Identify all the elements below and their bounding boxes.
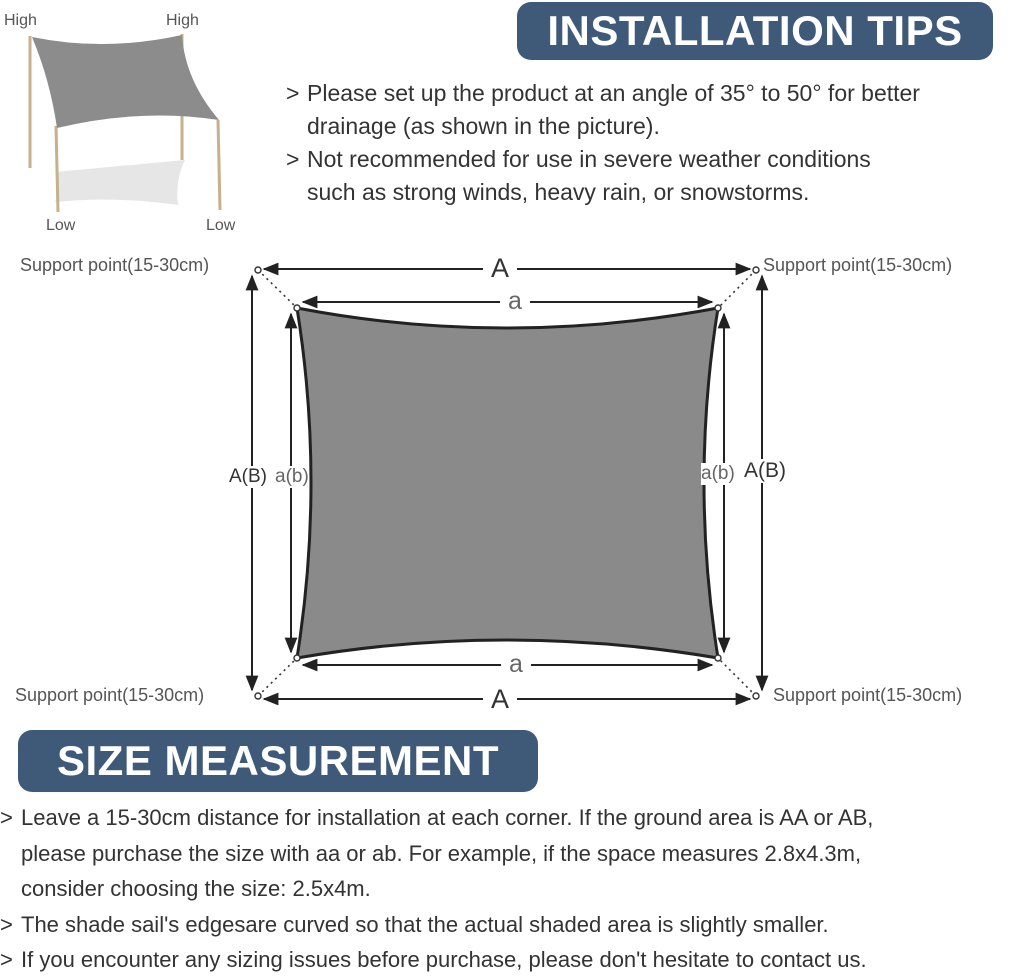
tip-bullet: > [286,80,300,106]
size-item [0,942,1024,978]
size-bullet: > [0,805,13,830]
inner-height-left-label: a(b) [275,466,309,487]
tip-line: Please set up the product at an angle of 35° to 50° for better [307,80,920,106]
tip-bullet: > [286,146,300,172]
outer-height-right-label: A(B) [744,459,786,482]
tip-item [286,77,1016,143]
low-left-label: Low [46,217,76,234]
size-measurement-list [0,800,1024,978]
size-item [0,800,1024,907]
shade-sail-angle-image [0,0,260,240]
size-bullet: > [0,911,13,937]
dimension-diagram [0,240,1024,730]
inner-width-bottom-label: a [501,650,531,679]
support-point-bottom-left: Support point(15-30cm) [15,685,205,705]
installation-tips-banner: INSTALLATION TIPS [517,2,993,60]
outer-width-bottom-label: A [483,684,517,715]
size-measurement-banner: SIZE MEASUREMENT [18,730,538,792]
size-line: The shade sail's edgesare curved so that the actual shaded area is slightly smaller. [21,911,829,937]
tip-line: Not recommended for use in severe weather conditions [307,146,871,172]
size-line: If you encounter any sizing issues before purchase, please don't hesitate to contact us. [21,947,867,972]
size-bullet: > [0,947,13,972]
size-line: consider choosing the size: 2.5x4m. [21,876,371,901]
low-right-label: Low [206,217,236,234]
inner-width-top-label: a [500,287,530,316]
support-point-top-left: Support point(15-30cm) [20,255,210,275]
outer-width-top-label: A [483,253,517,284]
tip-line: such as strong winds, heavy rain, or snowstorms. [307,179,810,205]
high-right-label: High [166,12,199,29]
inner-height-right-label: a(b) [701,463,735,484]
high-left-label: High [4,12,37,29]
tip-line: drainage (as shown in the picture). [307,113,660,139]
support-point-bottom-right: Support point(15-30cm) [773,685,963,705]
tip-item [286,143,1016,209]
size-item [0,907,1024,943]
installation-tips-list [286,77,1016,209]
size-line: please purchase the size with aa or ab. For example, if the space measures 2.8x4.3m, [21,840,862,866]
angle-illustration [0,0,260,240]
support-point-top-right: Support point(15-30cm) [763,255,953,275]
outer-height-left-label: A(B) [229,466,267,487]
size-line: Leave a 15-30cm distance for installation at each corner. If the ground area is AA or AB, [21,805,874,830]
